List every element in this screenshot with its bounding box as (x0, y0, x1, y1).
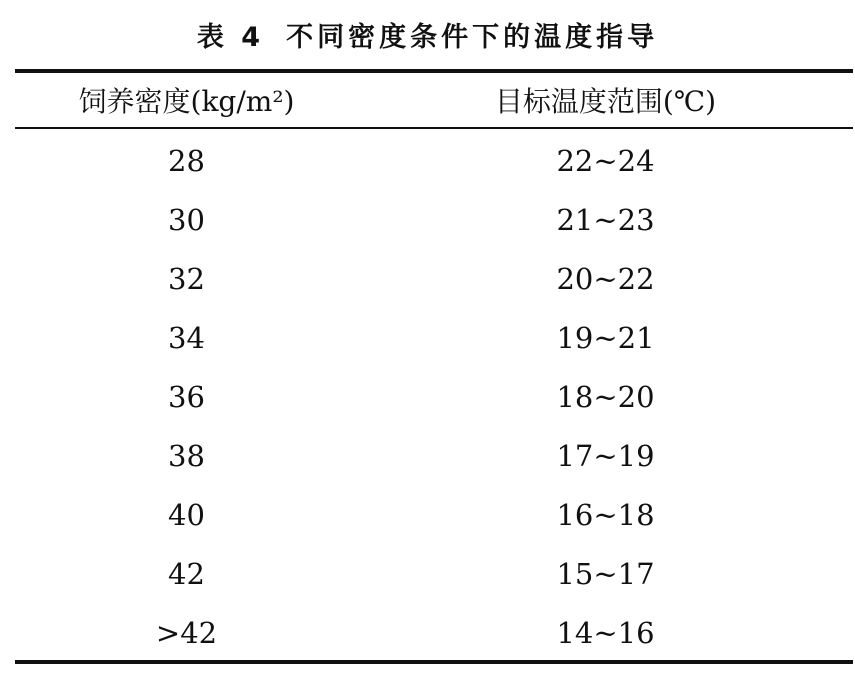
header-temperature: 目标温度范围(℃) (494, 85, 717, 118)
density-cell: 36 (168, 379, 205, 414)
table-row (15, 131, 853, 190)
data-table (15, 131, 853, 662)
header-rule (15, 127, 853, 129)
header-density: 饲养密度(kg/m²) (78, 85, 295, 118)
table-row (15, 190, 853, 249)
density-cell: 28 (168, 143, 205, 178)
temperature-cell: 21~23 (556, 202, 655, 237)
temperature-cell: 22~24 (556, 143, 655, 178)
table-row (15, 308, 853, 367)
table-row (15, 367, 853, 426)
temperature-cell: 18~20 (556, 379, 655, 414)
temperature-cell: 20~22 (556, 261, 655, 296)
table-number: 表 4 (196, 22, 265, 53)
header-row (15, 73, 853, 127)
temperature-cell: 19~21 (556, 320, 655, 355)
density-cell: 42 (168, 556, 205, 591)
table-row (15, 249, 853, 308)
table-row (15, 603, 853, 662)
temperature-cell: 15~17 (556, 556, 655, 591)
bottom-rule (15, 660, 853, 664)
table-row (15, 485, 853, 544)
table-title: 不同密度条件下的温度指导 (286, 22, 659, 53)
density-cell: 38 (168, 438, 205, 473)
density-cell: 32 (168, 261, 205, 296)
density-cell: 34 (168, 320, 205, 355)
density-cell: >42 (155, 615, 218, 650)
density-cell: 40 (168, 497, 205, 532)
density-cell: 30 (168, 202, 205, 237)
table-row (15, 544, 853, 603)
temperature-cell: 16~18 (556, 497, 655, 532)
table-header (15, 73, 853, 127)
table-caption (0, 18, 855, 58)
table-row (15, 426, 853, 485)
temperature-cell: 17~19 (556, 438, 655, 473)
temperature-cell: 14~16 (556, 615, 655, 650)
